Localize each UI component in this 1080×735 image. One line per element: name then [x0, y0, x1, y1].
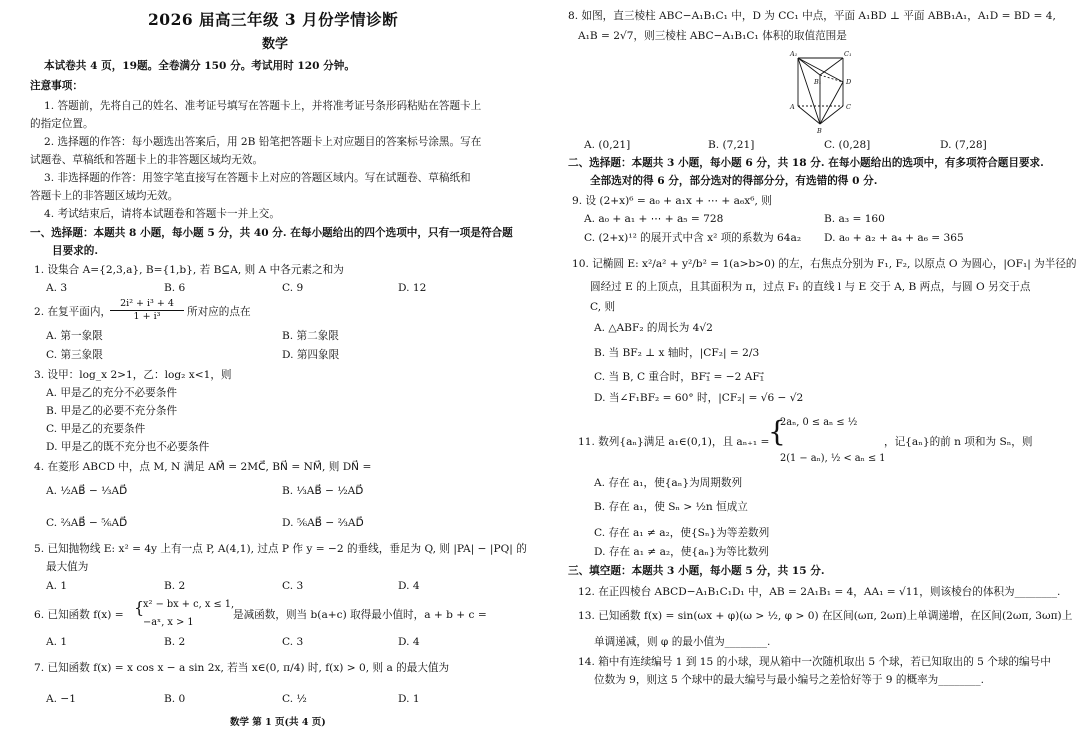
q6-case-2: −aˣ, x > 1 — [143, 617, 194, 628]
q9-stem: 9. 设 (2+x)⁶ = a₀ + a₁x + ⋯ + a₆x⁶, 则 — [572, 195, 772, 207]
q2-stem-pre: 2. 在复平面内， — [34, 306, 112, 318]
q13-stem: 13. 已知函数 f(x) = sin(ωx + φ)(ω > ½, φ > 0) 在区间(ωπ, 2ωπ)上单调递增，在区间(2ωπ, 3ωπ)上 — [578, 610, 1073, 622]
q4-option-d: D. ⅚AB⃗ − ⅔AD⃗ — [282, 517, 364, 529]
q6-case-1: x² − bx + c, x ≤ 1, — [143, 599, 235, 610]
q4-option-c: C. ⅔AB⃗ − ⅚AD⃗ — [46, 517, 128, 529]
q7-option-a: A. −1 — [46, 693, 77, 705]
q8-option-a: A. (0,21] — [584, 139, 631, 151]
section1-heading: 一、选择题：本题共 8 小题，每小题 5 分，共 40 分. 在每小题给出的四个选项中，只有一项是符合题 — [30, 227, 513, 239]
section3-heading: 三、填空题：本题共 3 小题，每小题 5 分，共 15 分. — [568, 565, 825, 577]
q7-option-d: D. 1 — [398, 693, 420, 705]
notice-line: 3. 非选择题的作答：用签字笔直接写在答题卡上对应的答题区域内。写在试题卷、草稿纸和 — [44, 172, 471, 184]
q12-stem: 12. 在正四棱台 ABCD−A₁B₁C₁D₁ 中，AB = 2A₁B₁ = 4，AA₁ = √11，则该棱台的体积为________. — [578, 586, 1061, 598]
q1-stem: 1. 设集合 A={2,3,a}, B={1,b}, 若 B⊆A, 则 A 中各元素之和为 — [34, 264, 344, 276]
q5-option-a: A. 1 — [46, 580, 68, 592]
q11-case-2: 2(1 − aₙ), ½ < aₙ ≤ 1 — [780, 453, 886, 464]
q2-option-b: B. 第二象限 — [282, 330, 339, 342]
q6-option-b: B. 2 — [164, 636, 186, 648]
fig-label-c: C — [846, 103, 851, 111]
section1-heading-cont: 目要求的. — [52, 245, 99, 257]
q5-stem: 5. 已知抛物线 E: x² = 4y 上有一点 P, A(4,1), 过点 P 作 y = −2 的垂线，垂足为 Q, 则 |PA| − |PQ| 的 — [34, 543, 527, 555]
fig-label-b1: B₁ — [814, 78, 822, 86]
q9-option-c: C. (2+x)¹² 的展开式中含 x² 项的系数为 64a₂ — [584, 232, 802, 244]
q14-stem-cont: 位数为 9，则这 5 个球中的最大编号与最小编号之差恰好等于 9 的概率为________. — [594, 674, 985, 686]
prism-figure — [788, 48, 858, 134]
q6-option-c: C. 3 — [282, 636, 304, 648]
q5-stem-cont: 最大值为 — [46, 561, 89, 573]
exam-title: 2026 届高三年级 3 月份学情诊断 — [148, 10, 399, 29]
section2-heading: 二、选择题：本题共 3 小题，每小题 6 分，共 18 分. 在每小题给出的选项中，有多项符合题目要求. — [568, 157, 1044, 169]
notice-line: 的指定位置。 — [30, 118, 94, 130]
q6-stem-pre: 6. 已知函数 f(x) = — [34, 609, 124, 621]
q8-option-b: B. (7,21] — [708, 139, 755, 151]
fig-label-a1: A₁ — [790, 50, 798, 58]
q6-option-d: D. 4 — [398, 636, 420, 648]
q2-option-c: C. 第三象限 — [46, 349, 103, 361]
q4-option-b: B. ⅓AB⃗ − ½AD⃗ — [282, 485, 364, 497]
q2-fraction-numerator: 2i² + i³ + 4 — [110, 298, 184, 311]
page-footer: 数学 第 1 页(共 4 页) — [230, 717, 326, 728]
q10-stem-cont2: C, 则 — [590, 301, 616, 313]
q9-option-d: D. a₀ + a₂ + a₄ + a₆ = 365 — [824, 232, 964, 244]
notice-line: 试题卷、草稿纸和答题卡上的非答题区域均无效。 — [30, 154, 264, 166]
q10-option-b: B. 当 BF₂ ⊥ x 轴时，|CF₂| = 2/3 — [594, 347, 760, 359]
q11-option-d: D. 存在 a₁ ≠ a₂，使{aₙ}为等比数列 — [594, 546, 769, 558]
q4-option-a: A. ½AB⃗ − ⅓AD⃗ — [46, 485, 128, 497]
q4-stem: 4. 在菱形 ABCD 中，点 M, N 满足 AM⃗ = 2MC⃗, BN⃗ = NM⃗, 则 DN⃗ = — [34, 461, 372, 473]
q11-stem-post: ，记{aₙ}的前 n 项和为 Sₙ，则 — [884, 436, 1033, 448]
q9-option-a: A. a₀ + a₁ + ⋯ + a₅ = 728 — [584, 213, 724, 225]
notice-title: 注意事项： — [30, 80, 83, 92]
q13-stem-cont: 单调递减，则 φ 的最小值为________. — [594, 636, 771, 648]
q5-option-c: C. 3 — [282, 580, 304, 592]
fig-label-c1: C₁ — [844, 50, 852, 58]
q11-option-c: C. 存在 a₁ ≠ a₂，使{Sₙ}为等差数列 — [594, 527, 770, 539]
q2-fraction-denominator: 1 + i³ — [133, 311, 161, 322]
fig-label-d: D — [846, 78, 852, 86]
q8-option-d: D. (7,28] — [940, 139, 987, 151]
q11-stem-pre: 11. 数列{aₙ}满足 a₁∈(0,1)，且 aₙ₊₁ = — [578, 436, 770, 448]
q3-option-a: A. 甲是乙的充分不必要条件 — [46, 387, 177, 399]
q1-option-d: D. 12 — [398, 282, 427, 294]
q5-option-d: D. 4 — [398, 580, 420, 592]
q1-option-b: B. 6 — [164, 282, 186, 294]
q1-option-a: A. 3 — [46, 282, 68, 294]
q11-option-b: B. 存在 a₁，使 Sₙ > ½n 恒成立 — [594, 501, 748, 513]
q2-option-a: A. 第一象限 — [46, 330, 103, 342]
q7-option-b: B. 0 — [164, 693, 186, 705]
q9-option-b: B. a₃ = 160 — [824, 213, 885, 225]
exam-info: 本试卷共 4 页，19题。全卷满分 150 分。考试用时 120 分钟。 — [44, 60, 355, 72]
q14-stem: 14. 箱中有连续编号 1 到 15 的小球，现从箱中一次随机取出 5 个球，若已知取出的 5 个球的编号中 — [578, 656, 1051, 668]
q3-stem: 3. 设甲：log_x 2>1，乙：log₂ x<1，则 — [34, 369, 232, 381]
q10-option-a: A. △ABF₂ 的周长为 4√2 — [594, 322, 713, 334]
q11-option-a: A. 存在 a₁，使{aₙ}为周期数列 — [594, 477, 743, 489]
notice-line: 答题卡上的非答题区域均无效。 — [30, 190, 179, 202]
q3-option-d: D. 甲是乙的既不充分也不必要条件 — [46, 441, 210, 453]
q8-option-c: C. (0,28] — [824, 139, 871, 151]
q6-stem-post: 是减函数，则当 b(a+c) 取得最小值时，a + b + c = — [233, 609, 487, 621]
q10-stem-cont: 圆经过 E 的上顶点，且其面积为 π，过点 F₁ 的直线 l 与 E 交于 A, B 两点，与圆 O 另交于点 — [590, 281, 1031, 293]
q11-case-1: 2aₙ, 0 ≤ aₙ ≤ ½ — [780, 417, 858, 428]
notice-line: 1. 答题前，先将自己的姓名、准考证号填写在答题卡上，并将准考证号条形码粘贴在答题卡上 — [44, 100, 482, 112]
q2-option-d: D. 第四象限 — [282, 349, 340, 361]
q11-brace: { — [768, 415, 786, 448]
fig-label-b: B — [817, 127, 822, 134]
subject-title: 数学 — [262, 37, 289, 52]
q8-stem: 8. 如图，直三棱柱 ABC−A₁B₁C₁ 中，D 为 CC₁ 中点，平面 A₁BD ⊥ 平面 ABB₁A₁，A₁D = BD = 4, — [568, 10, 1056, 22]
notice-line: 2. 选择题的作答：每小题选出答案后，用 2B 铅笔把答题卡上对应题目的答案标号涂黑。写在 — [44, 136, 482, 148]
fig-label-a: A — [790, 103, 795, 111]
q7-option-c: C. ½ — [282, 693, 307, 705]
section2-heading-cont: 全部选对的得 6 分，部分选对的得部分分，有选错的得 0 分. — [590, 175, 878, 187]
q5-option-b: B. 2 — [164, 580, 186, 592]
q10-stem: 10. 记椭圆 E: x²/a² + y²/b² = 1(a>b>0) 的左，右焦点分别为 F₁, F₂, 以原点 O 为圆心，|OF₁| 为半径的 — [572, 258, 1077, 270]
q10-option-c: C. 当 B, C 重合时，BF₁⃗ = −2 AF₁⃗ — [594, 371, 765, 383]
q2-stem-post: 所对应的点在 — [187, 306, 251, 318]
q10-option-d: D. 当∠F₁BF₂ = 60° 时，|CF₂| = √6 − √2 — [594, 392, 804, 404]
q8-stem-cont: A₁B = 2√7，则三棱柱 ABC−A₁B₁C₁ 体积的取值范围是 — [578, 30, 847, 42]
q6-brace: { — [134, 598, 145, 617]
q7-stem: 7. 已知函数 f(x) = x cos x − a sin 2x, 若当 x∈(0, π/4) 时, f(x) > 0, 则 a 的最大值为 — [34, 662, 450, 674]
q3-option-c: C. 甲是乙的充要条件 — [46, 423, 146, 435]
notice-line: 4. 考试结束后，请将本试题卷和答题卡一并上交。 — [44, 208, 280, 220]
q1-option-c: C. 9 — [282, 282, 304, 294]
q6-option-a: A. 1 — [46, 636, 68, 648]
q3-option-b: B. 甲是乙的必要不充分条件 — [46, 405, 178, 417]
